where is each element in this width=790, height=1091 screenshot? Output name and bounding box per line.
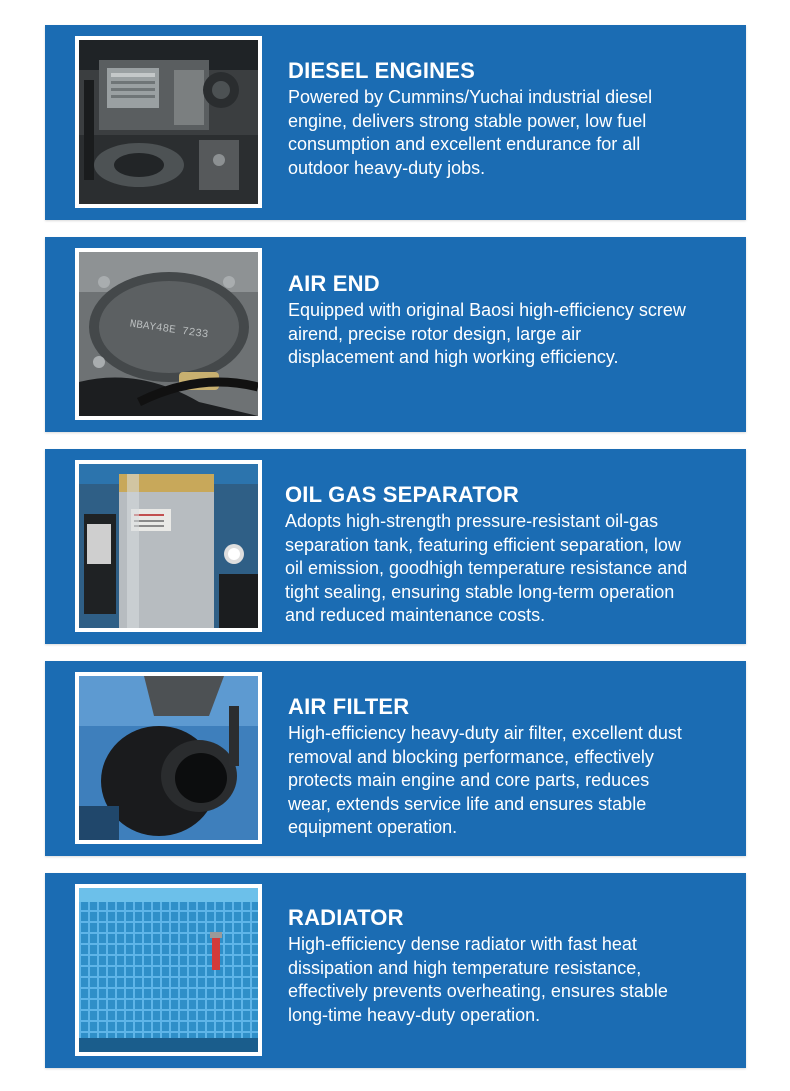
feature-text: [288, 905, 743, 1027]
feature-description: High-efficiency heavy-duty air filter, excellent dust removal and blocking performance, effectively protects main engine and core parts, reduces wear, extends service life and ensures stable equipment operation.: [288, 723, 682, 837]
feature-card-diesel-engines: [45, 25, 746, 220]
feature-photo-frame: [75, 884, 262, 1056]
feature-text: [288, 271, 743, 370]
feature-description: Adopts high-strength pressure-resistant oil-gas separation tank, featuring efficient separation, low oil emission, goodhigh temperature resistance and tight sealing, ensuring stable long-term operation and reduced maintenance costs.: [285, 511, 688, 625]
feature-photo-frame: [75, 672, 262, 844]
feature-description: Powered by Cummins/Yuchai industrial diesel engine, delivers strong stable power, low fuel consumption and excellent endurance for all outdoor heavy-duty jobs.: [288, 87, 653, 178]
feature-photo-frame: [75, 460, 262, 632]
feature-text: [285, 482, 743, 628]
feature-card-air-filter: [45, 661, 746, 856]
air-filter-photo: [79, 676, 258, 840]
feature-card-air-end: [45, 237, 746, 432]
engraved-serial-text: NBAY48E 7233: [128, 318, 209, 342]
feature-title: RADIATOR: [288, 905, 404, 930]
feature-card-radiator: [45, 873, 746, 1068]
feature-text: [288, 58, 738, 180]
feature-description: Equipped with original Baosi high-efficiency screw airend, precise rotor design, large air displacement and high working efficiency.: [288, 300, 686, 367]
feature-card-oil-gas-separator: [45, 449, 746, 644]
feature-description: High-efficiency dense radiator with fast heat dissipation and high temperature resistance, effectively prevents overheating, ensures stable long-time heavy-duty operation.: [288, 934, 668, 1025]
feature-title: AIR FILTER: [288, 694, 410, 719]
oil-gas-separator-photo: [79, 464, 258, 628]
feature-text: [288, 694, 743, 840]
feature-title: DIESEL ENGINES: [288, 58, 475, 83]
air-end-photo: [79, 252, 258, 416]
diesel-engine-photo: [79, 40, 258, 204]
feature-title: AIR END: [288, 271, 380, 296]
feature-photo-frame: [75, 248, 262, 420]
feature-photo-frame: [75, 36, 262, 208]
feature-title: OIL GAS SEPARATOR: [285, 482, 520, 507]
radiator-photo: [79, 888, 258, 1052]
